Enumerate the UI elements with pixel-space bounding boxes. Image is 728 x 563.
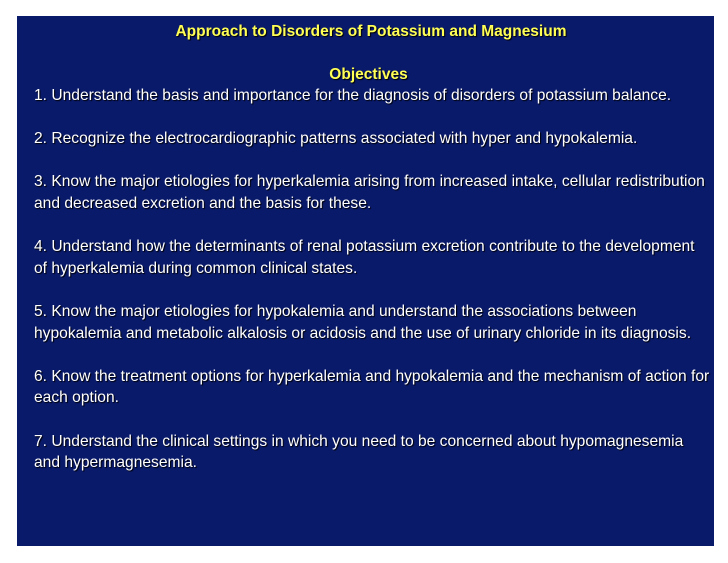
objective-item-7: 7. Understand the clinical settings in which you need to be concerned about hypomagnesemia and hypermagnesemia. xyxy=(34,432,684,472)
slide-title: Approach to Disorders of Potassium and Magnesium xyxy=(175,23,567,40)
objective-item-1: 1. Understand the basis and importance for the diagnosis of disorders of potassium balance. xyxy=(34,87,672,104)
slide xyxy=(17,16,714,546)
objective-item-2: 2. Recognize the electrocardiographic patterns associated with hyper and hypokalemia. xyxy=(34,130,638,148)
objectives-list xyxy=(34,85,710,474)
objective-item-3: 3. Know the major etiologies for hyperkalemia arising from increased intake, cellular redistribution and decreased excretion and the basis for these. xyxy=(34,173,705,212)
objective-item-5: 5. Know the major etiologies for hypokalemia and understand the associations between hypokalemia and metabolic alkalosis or acidosis and the use of urinary chloride in its diagnosis. xyxy=(34,302,692,342)
objective-item-4: 4. Understand how the determinants of renal potassium excretion contribute to the development of hyperkalemia during common clinical states. xyxy=(34,238,695,277)
objective-item-6: 6. Know the treatment options for hyperkalemia and hypokalemia and the mechanism of action for each option. xyxy=(34,367,710,407)
objectives-heading: Objectives xyxy=(329,66,408,83)
